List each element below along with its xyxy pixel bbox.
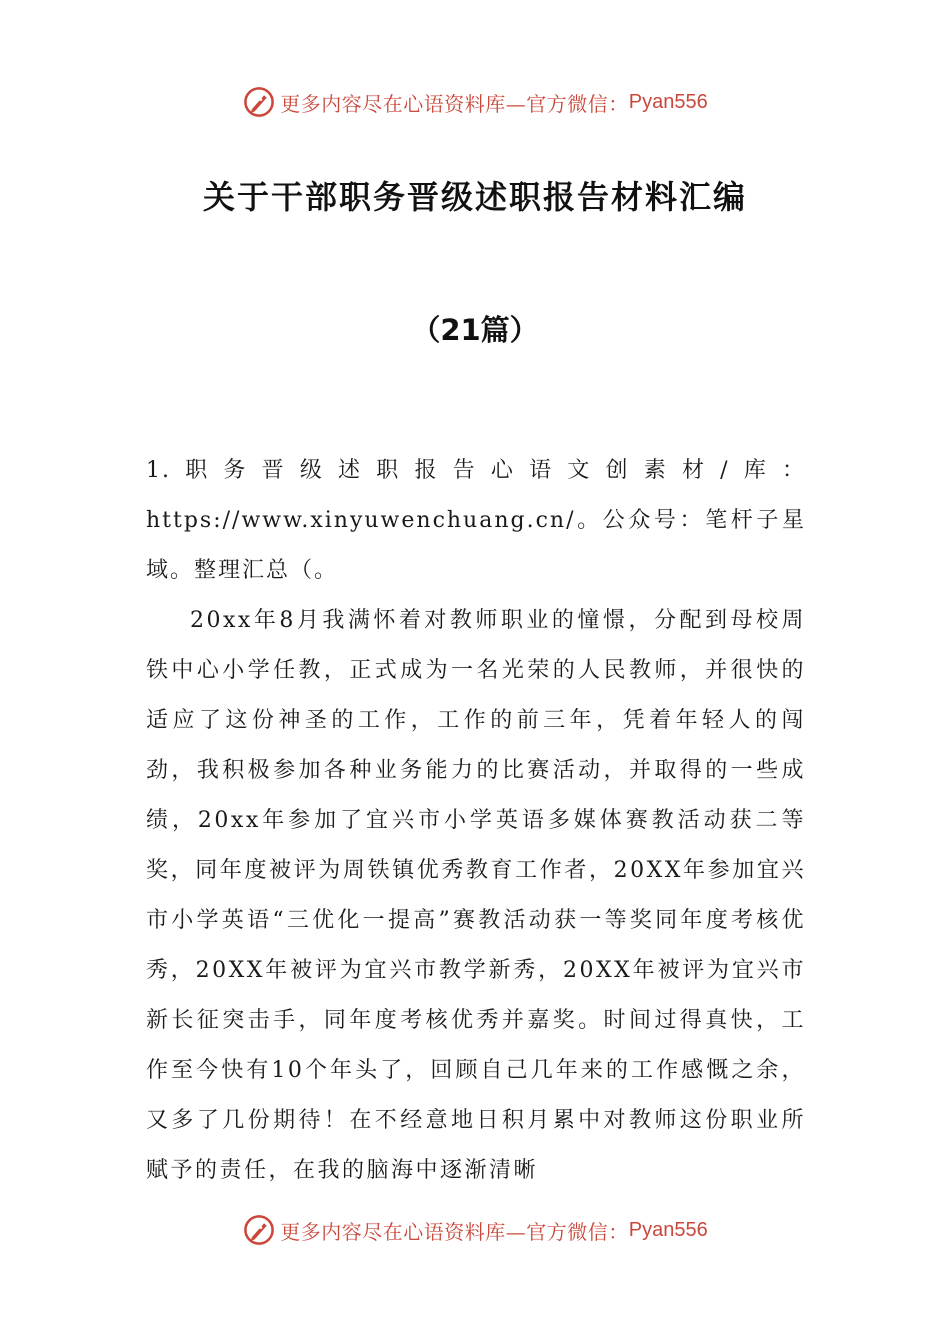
pen-nib-circle-icon [242,1213,276,1247]
footer-banner-text: 更多内容尽在心语资料库—官方微信： [280,1219,629,1244]
document-body [146,446,806,1196]
paragraph: 20xx年8月我满怀着对教师职业的憧憬，分配到母校周铁中心小学任教，正式成为一名光荣的人民教师，并很快的适应了这份神圣的工作，工作的前三年，凭着年轻人的闯劲，我积极参加各种业务能力的比赛活动，并取得的一些成绩，20xx年参加了宜兴市小学英语多媒体赛教活动获二等奖，同年度被评为周铁镇优秀教育工作者，20XX年参加宜兴市小学英语“三优化一提高”赛教活动获一等奖同年度考核优秀，20XX年被评为宜兴市教学新秀，20XX年被评为宜兴市新长征突击手，同年度考核优秀并嘉奖。时间过得真快，工作至今快有10个年头了，回顾自己几年来的工作感慨之余，又多了几份期待！在不经意地日积月累中对教师这份职业所赋予的责任，在我的脑海中逐渐清晰 [146,608,806,1183]
pen-nib-circle-icon [242,85,276,119]
header-banner-text: 更多内容尽在心语资料库—官方微信： [280,91,629,116]
footer-banner [0,1210,950,1250]
header-wechat-id: Pyan556 [628,90,708,113]
header-banner [0,82,950,122]
document-subtitle: （21篇） [411,313,539,347]
footer-wechat-id: Pyan556 [628,1218,708,1241]
document-title: 关于干部职务晋级述职报告材料汇编 [202,178,747,216]
paragraph: 1.职务晋级述职报告心语文创素材/库：https://www.xinyuwenchuang.cn/。公众号：笔杆子星域。整理汇总（。 [146,458,806,583]
